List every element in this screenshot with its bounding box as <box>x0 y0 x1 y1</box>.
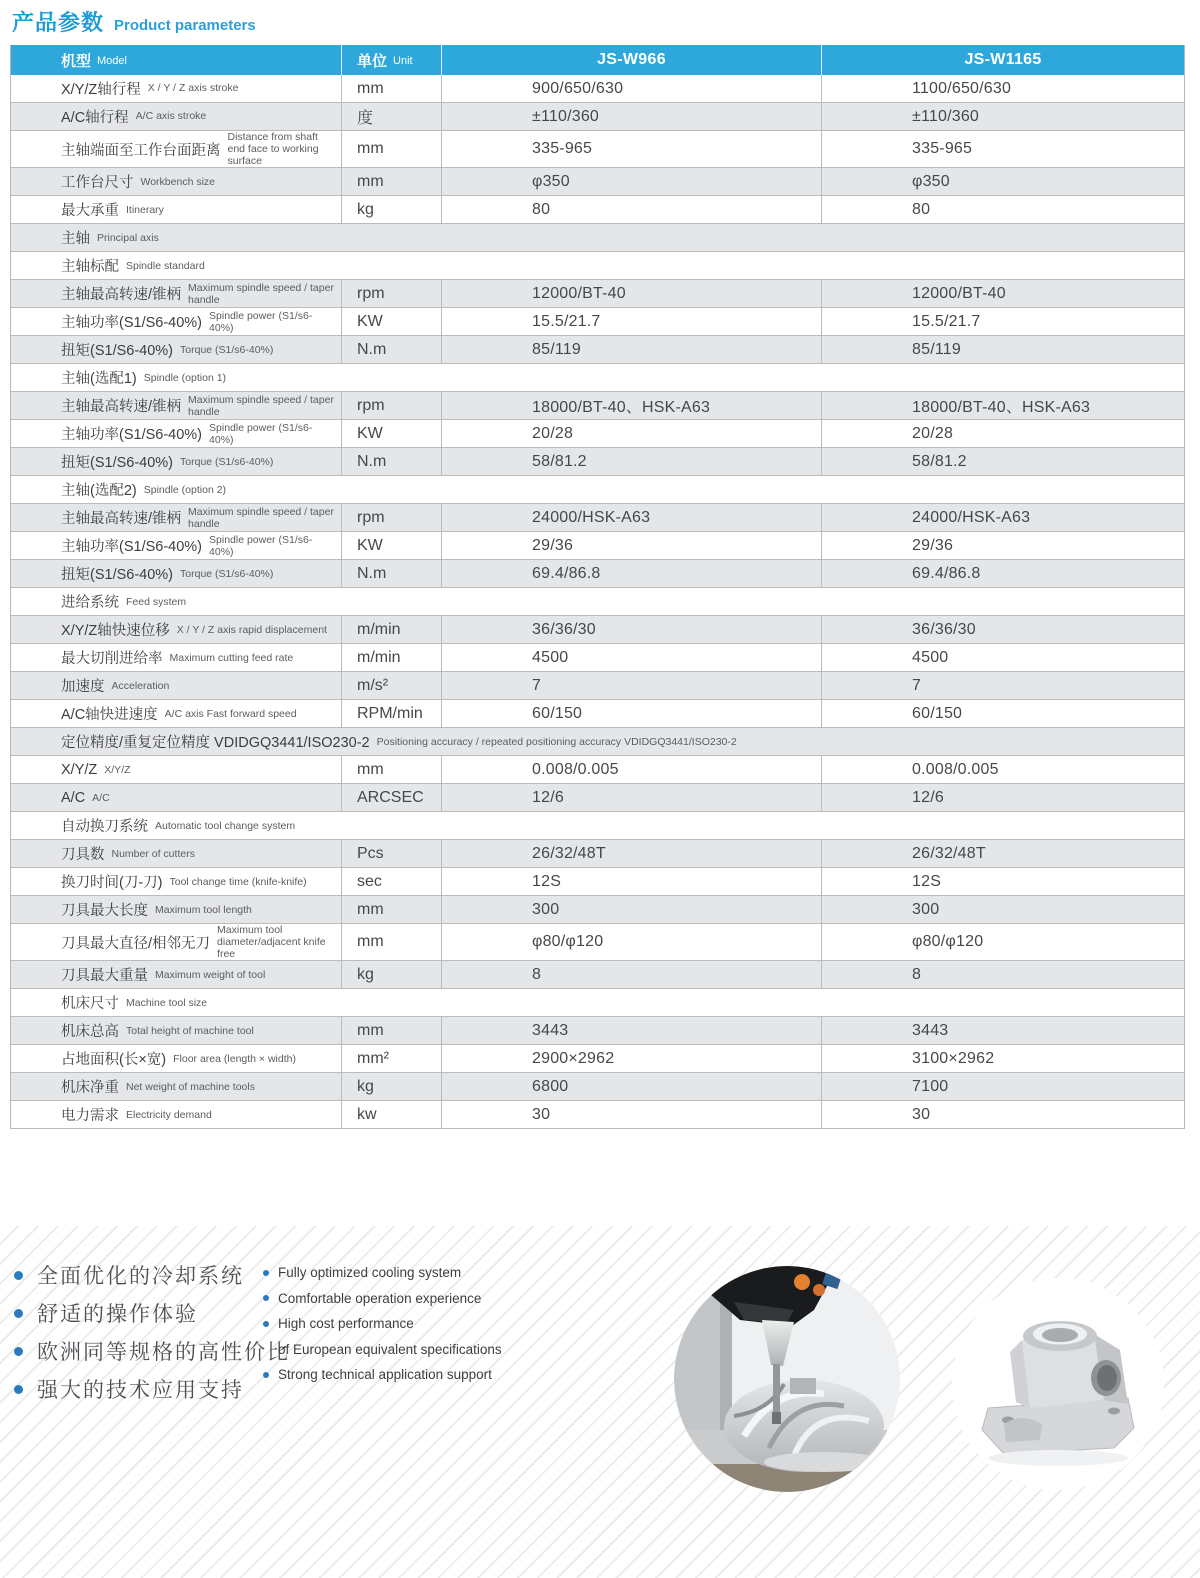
spec-name-zh: 主轴最高转速/锥柄 <box>61 287 182 304</box>
spec-name-cell <box>11 672 341 699</box>
feature-item-zh <box>14 1332 290 1370</box>
table-row <box>11 1045 1184 1073</box>
feature-text-en: Comfortable operation experience <box>278 1290 482 1306</box>
spec-unit-cell: mm <box>341 924 441 960</box>
spec-value-js-w966: 58/81.2 <box>441 448 821 475</box>
spec-value-js-w966: 30 <box>441 1101 821 1128</box>
table-row <box>11 131 1184 168</box>
table-row <box>11 700 1184 728</box>
spec-name-cell <box>11 560 341 587</box>
spec-unit-cell: mm <box>341 75 441 102</box>
spec-unit-cell: KW <box>341 308 441 335</box>
spec-name-en: Spindle power (S1/s6-40%) <box>209 533 313 558</box>
spec-name-zh: 刀具最大长度 <box>61 903 148 920</box>
spec-value-js-w966: 85/119 <box>441 336 821 363</box>
bullet-dot-icon <box>14 1385 23 1394</box>
table-row <box>11 103 1184 131</box>
spec-unit-cell: N.m <box>341 560 441 587</box>
spec-value-js-w1165: ±110/360 <box>821 103 1184 130</box>
feature-item-en <box>263 1362 502 1388</box>
spec-name-cell <box>11 1073 341 1100</box>
spec-value-js-w966: 29/36 <box>441 532 821 559</box>
spec-value-js-w1165: 3443 <box>821 1017 1184 1044</box>
spec-value-js-w1165: 80 <box>821 196 1184 223</box>
table-section-row <box>11 224 1184 252</box>
section-title-en: Automatic tool change system <box>155 819 296 832</box>
spec-name-zh: 工作台尺寸 <box>61 175 134 192</box>
section-title-zh: 进给系统 <box>61 595 119 612</box>
spec-unit-cell: m/min <box>341 616 441 643</box>
table-row <box>11 280 1184 308</box>
spec-value-js-w1165: 1100/650/630 <box>821 75 1184 102</box>
table-row <box>11 168 1184 196</box>
header-model-zh: 机型 <box>61 52 92 70</box>
spec-value-js-w1165: 30 <box>821 1101 1184 1128</box>
table-row <box>11 532 1184 560</box>
feature-text-zh: 舒适的操作体验 <box>37 1303 198 1326</box>
spec-value-js-w966: 12S <box>441 868 821 895</box>
spec-name-cell <box>11 961 341 988</box>
spec-name-en: Maximum cutting feed rate <box>169 651 294 664</box>
spec-value-js-w1165: 58/81.2 <box>821 448 1184 475</box>
spec-value-js-w1165: 24000/HSK-A63 <box>821 504 1184 531</box>
spec-name-en: X/Y/Z <box>104 763 131 776</box>
spec-name-en: A/C axis stroke <box>135 110 207 123</box>
spec-name-cell <box>11 756 341 783</box>
table-section-row <box>11 364 1184 392</box>
header-model-js-w1165 <box>821 45 1184 75</box>
spec-name-cell <box>11 103 341 130</box>
section-title-en: Spindle (option 1) <box>143 371 227 384</box>
machined-part-illustration <box>952 1278 1164 1490</box>
spec-name-zh: 刀具最大重量 <box>61 968 148 985</box>
spec-value-js-w966: 15.5/21.7 <box>441 308 821 335</box>
table-row <box>11 196 1184 224</box>
spec-unit-cell: mm <box>341 756 441 783</box>
spec-name-en: Total height of machine tool <box>126 1024 254 1037</box>
spec-name-zh: A/C轴行程 <box>61 110 129 126</box>
spec-name-cell <box>11 196 341 223</box>
spec-name-cell <box>11 840 341 867</box>
spec-name-cell <box>11 75 341 102</box>
table-row <box>11 896 1184 924</box>
spec-name-en: Torque (S1/s6-40%) <box>180 567 274 580</box>
feature-item-en <box>263 1260 502 1286</box>
header-unit-cell <box>341 45 441 75</box>
spec-unit-cell: mm <box>341 168 441 195</box>
table-section-row <box>11 728 1184 756</box>
spec-value-js-w1165: 15.5/21.7 <box>821 308 1184 335</box>
spec-name-en: X / Y / Z axis rapid displacement <box>176 623 327 636</box>
spec-value-js-w1165: 85/119 <box>821 336 1184 363</box>
spec-name-en: Floor area (length × width) <box>173 1052 296 1065</box>
table-row <box>11 1017 1184 1045</box>
spec-value-js-w1165: 18000/BT-40、HSK-A63 <box>821 392 1184 419</box>
feature-item-zh <box>14 1294 290 1332</box>
table-row <box>11 868 1184 896</box>
feature-text-zh: 全面优化的冷却系统 <box>37 1265 244 1288</box>
spec-unit-cell: m/min <box>341 644 441 671</box>
spec-name-en: Net weight of machine tools <box>126 1080 255 1093</box>
spec-name-en: Workbench size <box>140 175 216 188</box>
spec-table-header <box>11 45 1184 75</box>
table-row <box>11 420 1184 448</box>
spec-name-zh: 刀具最大直径/相邻无刀 <box>61 935 211 952</box>
header-unit-en: Unit <box>393 55 413 67</box>
spec-name-zh: 主轴功率(S1/S6-40%) <box>61 315 203 332</box>
feature-list-zh <box>14 1256 290 1408</box>
spec-value-js-w966: 80 <box>441 196 821 223</box>
feature-text-zh: 强大的技术应用支持 <box>37 1379 244 1402</box>
feature-text-en: High cost performance <box>278 1316 414 1332</box>
spec-unit-cell: rpm <box>341 392 441 419</box>
table-row <box>11 961 1184 989</box>
table-row <box>11 308 1184 336</box>
spec-value-js-w966: 18000/BT-40、HSK-A63 <box>441 392 821 419</box>
section-title-zh: 定位精度/重复定位精度 VDIDGQ3441/ISO230-2 <box>61 735 370 752</box>
spec-name-zh: 刀具数 <box>61 847 105 864</box>
spec-name-zh: 主轴最高转速/锥柄 <box>61 511 182 528</box>
spec-value-js-w966: 900/650/630 <box>441 75 821 102</box>
spec-value-js-w966: 12000/BT-40 <box>441 280 821 307</box>
bullet-dot-icon <box>263 1372 269 1378</box>
section-title-en: Machine tool size <box>126 996 208 1009</box>
table-row <box>11 644 1184 672</box>
spec-name-zh: A/C <box>61 789 86 806</box>
spec-value-js-w966: 0.008/0.005 <box>441 756 821 783</box>
bullet-dot-icon <box>14 1347 23 1356</box>
spec-value-js-w966: 20/28 <box>441 420 821 447</box>
spec-value-js-w1165: 69.4/86.8 <box>821 560 1184 587</box>
section-title-zh: 机床尺寸 <box>61 996 119 1013</box>
spec-name-zh: 机床净重 <box>61 1080 119 1097</box>
spec-value-js-w966: 69.4/86.8 <box>441 560 821 587</box>
spec-name-cell <box>11 448 341 475</box>
spec-value-js-w966: 24000/HSK-A63 <box>441 504 821 531</box>
section-title-zh: 主轴 <box>61 231 90 248</box>
spec-value-js-w1165: φ80/φ120 <box>821 924 1184 960</box>
spec-name-en: A/C axis Fast forward speed <box>164 707 297 720</box>
bullet-dot-icon <box>14 1309 23 1318</box>
spec-name-en: Spindle power (S1/s6-40%) <box>209 309 313 334</box>
spec-name-en: Electricity demand <box>126 1108 212 1121</box>
spec-value-js-w966: 335-965 <box>441 131 821 167</box>
spec-name-en: Tool change time (knife-knife) <box>169 875 307 888</box>
spec-value-js-w966: 2900×2962 <box>441 1045 821 1072</box>
feature-list-en <box>263 1260 502 1388</box>
header-model-en: Model <box>97 55 127 67</box>
spec-name-cell <box>11 868 341 895</box>
spec-name-cell <box>11 1101 341 1128</box>
table-section-row <box>11 252 1184 280</box>
section-title-en: Principal axis <box>97 231 159 244</box>
spec-name-cell <box>11 896 341 923</box>
spec-name-en: Maximum spindle speed / taper handle <box>188 393 334 418</box>
spec-name-cell <box>11 1017 341 1044</box>
feature-text-en: Strong technical application support <box>278 1367 492 1383</box>
spec-name-cell <box>11 700 341 727</box>
spec-name-cell <box>11 1045 341 1072</box>
spec-value-js-w966: 8 <box>441 961 821 988</box>
spec-name-en: Torque (S1/s6-40%) <box>180 455 274 468</box>
spec-name-zh: 主轴端面至工作台面距离 <box>61 142 221 159</box>
spec-unit-cell: KW <box>341 532 441 559</box>
page-title-en: Product parameters <box>114 17 256 34</box>
spec-name-zh: 最大承重 <box>61 203 119 220</box>
spec-unit-cell: Pcs <box>341 840 441 867</box>
table-section-row <box>11 588 1184 616</box>
spec-value-js-w1165: 60/150 <box>821 700 1184 727</box>
spec-name-zh: 机床总高 <box>61 1024 119 1041</box>
spec-value-js-w966: φ350 <box>441 168 821 195</box>
spec-name-zh: A/C轴快进速度 <box>61 707 158 724</box>
spec-value-js-w966: φ80/φ120 <box>441 924 821 960</box>
spec-name-cell <box>11 644 341 671</box>
section-title-zh: 主轴(选配2) <box>61 483 137 500</box>
spec-name-cell <box>11 784 341 811</box>
spec-value-js-w1165: 0.008/0.005 <box>821 756 1184 783</box>
spec-value-js-w1165: 3100×2962 <box>821 1045 1184 1072</box>
spec-name-cell <box>11 616 341 643</box>
section-title-en: Positioning accuracy / repeated positioning accuracy VDIDGQ3441/ISO230-2 <box>376 735 737 748</box>
spec-value-js-w1165: 4500 <box>821 644 1184 671</box>
spec-value-js-w1165: 36/36/30 <box>821 616 1184 643</box>
feature-item-en <box>263 1286 502 1312</box>
table-row <box>11 504 1184 532</box>
spec-value-js-w966: 7 <box>441 672 821 699</box>
table-row <box>11 336 1184 364</box>
spec-name-en: A/C <box>92 791 110 804</box>
spec-name-zh: 占地面积(长×宽) <box>61 1052 167 1069</box>
table-row <box>11 672 1184 700</box>
spec-value-js-w1165: 12S <box>821 868 1184 895</box>
table-row <box>11 560 1184 588</box>
spec-value-js-w1165: 26/32/48T <box>821 840 1184 867</box>
header-model-js-w966 <box>441 45 821 75</box>
spec-name-cell <box>11 336 341 363</box>
spec-name-en: Distance from shaft end face to working surface <box>227 131 319 168</box>
spec-name-cell <box>11 168 341 195</box>
spec-name-en: Maximum tool diameter/adjacent knife free <box>217 924 326 961</box>
section-title-en: Spindle standard <box>126 259 205 272</box>
spec-unit-cell: kg <box>341 196 441 223</box>
table-row <box>11 616 1184 644</box>
spec-name-cell <box>11 280 341 307</box>
spec-unit-cell: mm <box>341 896 441 923</box>
spec-name-en: Number of cutters <box>111 847 195 860</box>
table-row <box>11 840 1184 868</box>
spec-value-js-w1165: 29/36 <box>821 532 1184 559</box>
spec-name-zh: X/Y/Z轴快速位移 <box>61 623 170 640</box>
table-section-row <box>11 812 1184 840</box>
section-title-zh: 主轴(选配1) <box>61 371 137 388</box>
spec-value-js-w966: 4500 <box>441 644 821 671</box>
spec-name-en: Maximum spindle speed / taper handle <box>188 281 334 306</box>
table-section-row <box>11 476 1184 504</box>
spec-value-js-w1165: φ350 <box>821 168 1184 195</box>
spec-table-body <box>11 75 1184 1129</box>
table-row <box>11 392 1184 420</box>
spec-name-zh: 扭矩(S1/S6-40%) <box>61 343 174 360</box>
section-title-zh: 主轴标配 <box>61 259 119 276</box>
spec-value-js-w1165: 8 <box>821 961 1184 988</box>
header-model-cell <box>11 45 341 75</box>
table-row <box>11 75 1184 103</box>
spec-value-js-w966: 6800 <box>441 1073 821 1100</box>
table-row <box>11 924 1184 961</box>
spec-unit-cell: mm <box>341 131 441 167</box>
table-row <box>11 448 1184 476</box>
spec-unit-cell: N.m <box>341 336 441 363</box>
spec-name-en: Torque (S1/s6-40%) <box>180 343 274 356</box>
spec-unit-cell: mm² <box>341 1045 441 1072</box>
spec-name-zh: X/Y/Z轴行程 <box>61 82 141 98</box>
spec-value-js-w966: 12/6 <box>441 784 821 811</box>
spec-name-cell <box>11 532 341 559</box>
feature-item-zh <box>14 1370 290 1408</box>
spec-value-js-w1165: 300 <box>821 896 1184 923</box>
table-section-row <box>11 989 1184 1017</box>
spec-name-cell <box>11 308 341 335</box>
spec-unit-cell: mm <box>341 1017 441 1044</box>
spec-name-zh: 电力需求 <box>61 1108 119 1125</box>
feature-text-en: Fully optimized cooling system <box>278 1265 462 1281</box>
spec-unit-cell: RPM/min <box>341 700 441 727</box>
spec-value-js-w1165: 12/6 <box>821 784 1184 811</box>
spec-name-zh: 主轴最高转速/锥柄 <box>61 399 182 416</box>
spec-value-js-w966: 26/32/48T <box>441 840 821 867</box>
spec-name-zh: 换刀时间(刀-刀) <box>61 875 163 892</box>
spec-table <box>10 45 1185 1129</box>
section-title-en: Spindle (option 2) <box>143 483 227 496</box>
spec-name-cell <box>11 420 341 447</box>
spec-unit-cell: ARCSEC <box>341 784 441 811</box>
spec-value-js-w966: 60/150 <box>441 700 821 727</box>
spec-name-cell <box>11 131 341 167</box>
spec-value-js-w1165: 12000/BT-40 <box>821 280 1184 307</box>
spec-name-en: Acceleration <box>111 679 170 692</box>
spec-value-js-w1165: 335-965 <box>821 131 1184 167</box>
header-col1-label: JS-W966 <box>597 51 666 68</box>
spec-name-zh: X/Y/Z <box>61 761 98 778</box>
spec-name-cell <box>11 504 341 531</box>
feature-item-zh <box>14 1256 290 1294</box>
spec-value-js-w966: 36/36/30 <box>441 616 821 643</box>
page-title <box>12 6 256 37</box>
spec-name-en: Maximum spindle speed / taper handle <box>188 505 334 530</box>
spec-name-zh: 主轴功率(S1/S6-40%) <box>61 539 203 556</box>
spec-unit-cell: kg <box>341 961 441 988</box>
spec-name-en: Maximum tool length <box>155 903 252 916</box>
spec-name-zh: 主轴功率(S1/S6-40%) <box>61 427 203 444</box>
spec-name-zh: 扭矩(S1/S6-40%) <box>61 455 174 472</box>
header-unit-zh: 单位 <box>357 52 388 70</box>
spec-unit-cell: m/s² <box>341 672 441 699</box>
spec-unit-cell: 度 <box>341 103 441 130</box>
spec-unit-cell: rpm <box>341 504 441 531</box>
spec-value-js-w1165: 7 <box>821 672 1184 699</box>
spec-unit-cell: kw <box>341 1101 441 1128</box>
table-row <box>11 1101 1184 1129</box>
spec-unit-cell: rpm <box>341 280 441 307</box>
bullet-dot-icon <box>263 1295 269 1301</box>
spec-unit-cell: N.m <box>341 448 441 475</box>
header-col2-label: JS-W1165 <box>964 51 1042 68</box>
feature-text-zh: 欧洲同等规格的高性价比 <box>37 1341 290 1364</box>
spec-unit-cell: sec <box>341 868 441 895</box>
spec-value-js-w966: 300 <box>441 896 821 923</box>
spec-name-cell <box>11 924 341 960</box>
cnc-machining-illustration <box>674 1266 900 1492</box>
spec-name-cell <box>11 392 341 419</box>
section-title-zh: 自动换刀系统 <box>61 819 148 836</box>
spec-unit-cell: KW <box>341 420 441 447</box>
page-title-zh: 产品参数 <box>12 10 105 35</box>
feature-item-en <box>263 1337 502 1363</box>
cnc-machining-photo <box>674 1266 900 1492</box>
spec-name-en: Spindle power (S1/s6-40%) <box>209 421 313 446</box>
table-row <box>11 756 1184 784</box>
bullet-dot-icon <box>263 1321 269 1327</box>
table-row <box>11 784 1184 812</box>
machined-part-photo <box>952 1278 1164 1490</box>
feature-text-en: of European equivalent specifications <box>278 1341 502 1357</box>
feature-item-en <box>263 1311 502 1337</box>
spec-unit-cell: kg <box>341 1073 441 1100</box>
bullet-dot-icon <box>263 1270 269 1276</box>
spec-name-en: Maximum weight of tool <box>155 968 266 981</box>
section-title-en: Feed system <box>126 595 187 608</box>
spec-name-en: X / Y / Z axis stroke <box>147 82 239 95</box>
table-row <box>11 1073 1184 1101</box>
spec-value-js-w966: 3443 <box>441 1017 821 1044</box>
bullet-dot-icon <box>14 1271 23 1280</box>
spec-name-zh: 加速度 <box>61 679 105 696</box>
spec-value-js-w1165: 7100 <box>821 1073 1184 1100</box>
spec-name-zh: 扭矩(S1/S6-40%) <box>61 567 174 584</box>
spec-name-zh: 最大切削进给率 <box>61 651 163 668</box>
spec-value-js-w1165: 20/28 <box>821 420 1184 447</box>
spec-value-js-w966: ±110/360 <box>441 103 821 130</box>
spec-name-en: Itinerary <box>126 203 164 216</box>
